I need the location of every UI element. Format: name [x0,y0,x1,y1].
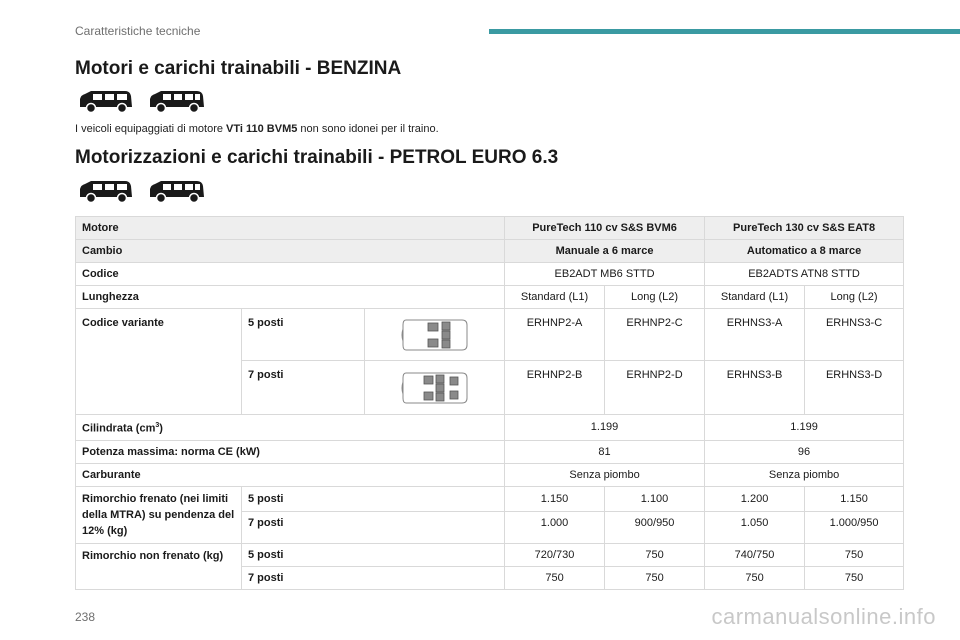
cell: 1.199 [705,415,904,441]
table-row-lunghezza [76,286,904,309]
seat-layout-7-icon [400,370,470,406]
cell: 750 [605,543,705,566]
seat-layout-5 [365,309,505,361]
row-label: Rimorchio frenato (nei limiti della MTRA) su pendenza del 12% (kg) [76,486,242,543]
cell: 750 [705,566,805,589]
cell: ERHNS3-B [705,361,805,415]
section-title-petrol-euro: Motorizzazioni e carichi trainabili - PETROL EURO 6.3 [75,147,559,168]
cell: Manuale a 6 marce [505,240,705,263]
cell: 1.150 [505,486,605,511]
cell: ERHNP2-D [605,361,705,415]
row-label: Codice variante [76,309,242,415]
cell: Automatico a 8 marce [705,240,904,263]
engine-2: PureTech 130 cv S&S EAT8 [705,217,904,240]
cell: 750 [805,566,904,589]
cell: 1.200 [705,486,805,511]
van-long-icon [147,88,207,114]
seats-label: 7 posti [242,566,505,589]
seat-layout-7 [365,361,505,415]
row-label: Motore [76,217,505,240]
table-row-motore [76,217,904,240]
vehicle-icons-2 [77,178,207,204]
cell: ERHNS3-A [705,309,805,361]
cell: 1.000/950 [805,511,904,543]
cell: 750 [805,543,904,566]
cell: EB2ADT MB6 STTD [505,263,705,286]
seats-label: 7 posti [242,511,505,543]
page-number: 238 [75,610,96,624]
cell: Standard (L1) [505,286,605,309]
table-row-cambio [76,240,904,263]
table-row-variante-5 [76,309,904,361]
cell: 1.050 [705,511,805,543]
row-label: Potenza massima: norma CE (kW) [76,440,505,463]
cell: ERHNP2-B [505,361,605,415]
cell: ERHNP2-A [505,309,605,361]
table-row-carburante [76,463,904,486]
cell: 740/750 [705,543,805,566]
cell: 720/730 [505,543,605,566]
engine-1: PureTech 110 cv S&S BVM6 [505,217,705,240]
cell: 1.199 [505,415,705,441]
towing-note: I veicoli equipaggiati di motore VTi 110 BVM5 non sono idonei per il traino. [75,123,439,135]
van-short-icon [77,88,135,114]
seat-layout-5-icon [400,317,470,353]
table-row-nonfrenato-5 [76,543,904,566]
section-title-benzina: Motori e carichi trainabili - BENZINA [75,58,402,79]
cell: ERHNP2-C [605,309,705,361]
cell: 750 [605,566,705,589]
vehicle-icons-1 [77,88,207,114]
cell: 1.000 [505,511,605,543]
seats-label: 5 posti [242,543,505,566]
cell: EB2ADTS ATN8 STTD [705,263,904,286]
section-header: Caratteristiche tecniche [75,24,201,38]
table-row-codice [76,263,904,286]
table-row-cilindrata [76,415,904,441]
engine-spec-table [75,216,904,590]
cell: Long (L2) [805,286,904,309]
cell: ERHNS3-C [805,309,904,361]
cell: 750 [505,566,605,589]
row-label: Rimorchio non frenato (kg) [76,543,242,589]
cell: 1.150 [805,486,904,511]
cell: Long (L2) [605,286,705,309]
seats-label: 5 posti [242,486,505,511]
row-label: Cambio [76,240,505,263]
van-short-icon [77,178,135,204]
row-label: Carburante [76,463,505,486]
watermark: carmanualsonline.info [711,604,936,629]
table-row-frenato-5 [76,486,904,511]
cell: 1.100 [605,486,705,511]
cell: 900/950 [605,511,705,543]
cell: ERHNS3-D [805,361,904,415]
cell: 96 [705,440,904,463]
seats-label: 7 posti [242,361,365,415]
cell: Senza piombo [705,463,904,486]
header-accent-bar [489,29,960,34]
cell: 81 [505,440,705,463]
row-label: Lunghezza [76,286,505,309]
seats-label: 5 posti [242,309,365,361]
cell: Senza piombo [505,463,705,486]
row-label: Codice [76,263,505,286]
cell: Standard (L1) [705,286,805,309]
table-row-potenza [76,440,904,463]
row-label: Cilindrata $(cm^3)$ [76,415,505,441]
van-long-icon [147,178,207,204]
